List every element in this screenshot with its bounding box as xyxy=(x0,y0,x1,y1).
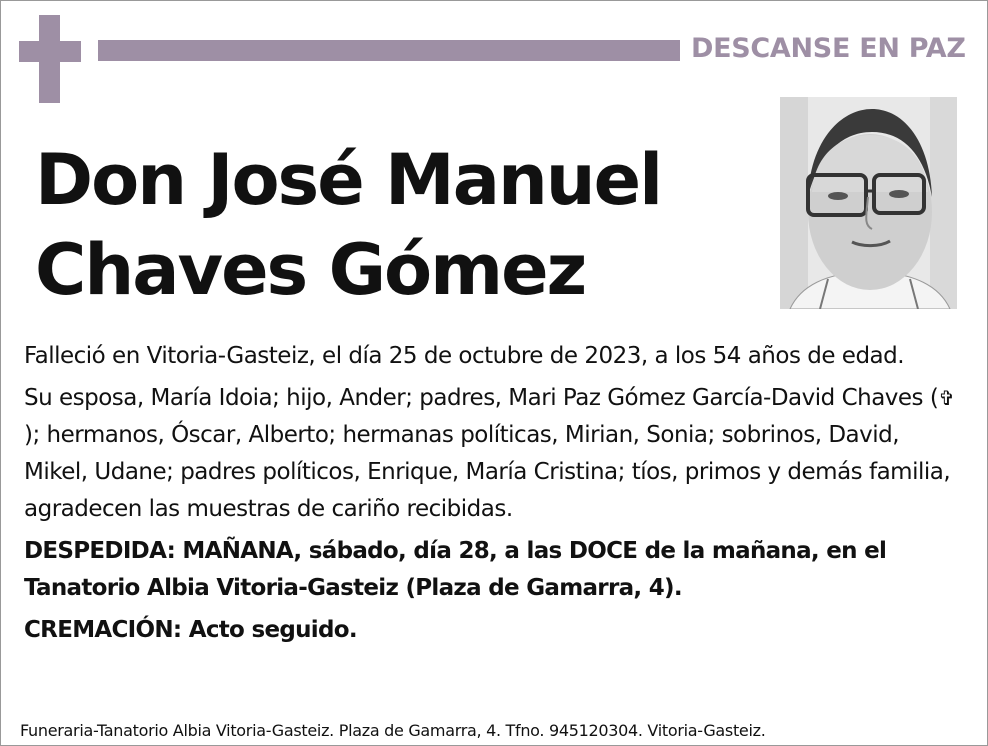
farewell-info: DESPEDIDA: MAÑANA, sábado, día 28, a las DOCE de la mañana, en el Tanatorio Albia Vitoria-Gasteiz (Plaza de Gamarra, 4). xyxy=(24,538,887,601)
header-rule xyxy=(98,40,680,61)
cremation-info: CREMACIÓN: Acto seguido. xyxy=(24,617,357,643)
family-paragraph xyxy=(24,380,969,528)
deceased-photo xyxy=(780,97,957,309)
header-label: DESCANSE EN PAZ xyxy=(691,33,966,64)
notice-body xyxy=(24,338,969,654)
family-text-after: ); hermanos, Óscar, Alberto; hermanas políticas, Mirian, Sonia; sobrinos, David, Mikel, Udane; padres políticos, Enrique, María Cristina; tíos, primos y demás familia, agradecen las muestras de cariño recibidas. xyxy=(24,422,951,522)
family-text-before: Su esposa, María Idoia; hijo, Ander; padres, Mari Paz Gómez García-David Chaves ( xyxy=(24,385,939,411)
death-info: Falleció en Vitoria-Gasteiz, el día 25 de octubre de 2023, a los 54 años de edad. xyxy=(24,343,905,369)
deceased-name xyxy=(35,135,755,315)
cross-icon: ✞ xyxy=(938,386,955,410)
funeral-home-footer: Funeraria-Tanatorio Albia Vitoria-Gasteiz. Plaza de Gamarra, 4. Tfno. 945120304. Vitoria-Gasteiz. xyxy=(20,721,766,740)
deceased-name-line1: Don José Manuel xyxy=(35,139,662,221)
deceased-name-line2: Chaves Gómez xyxy=(35,229,586,311)
cross-icon xyxy=(19,15,81,103)
